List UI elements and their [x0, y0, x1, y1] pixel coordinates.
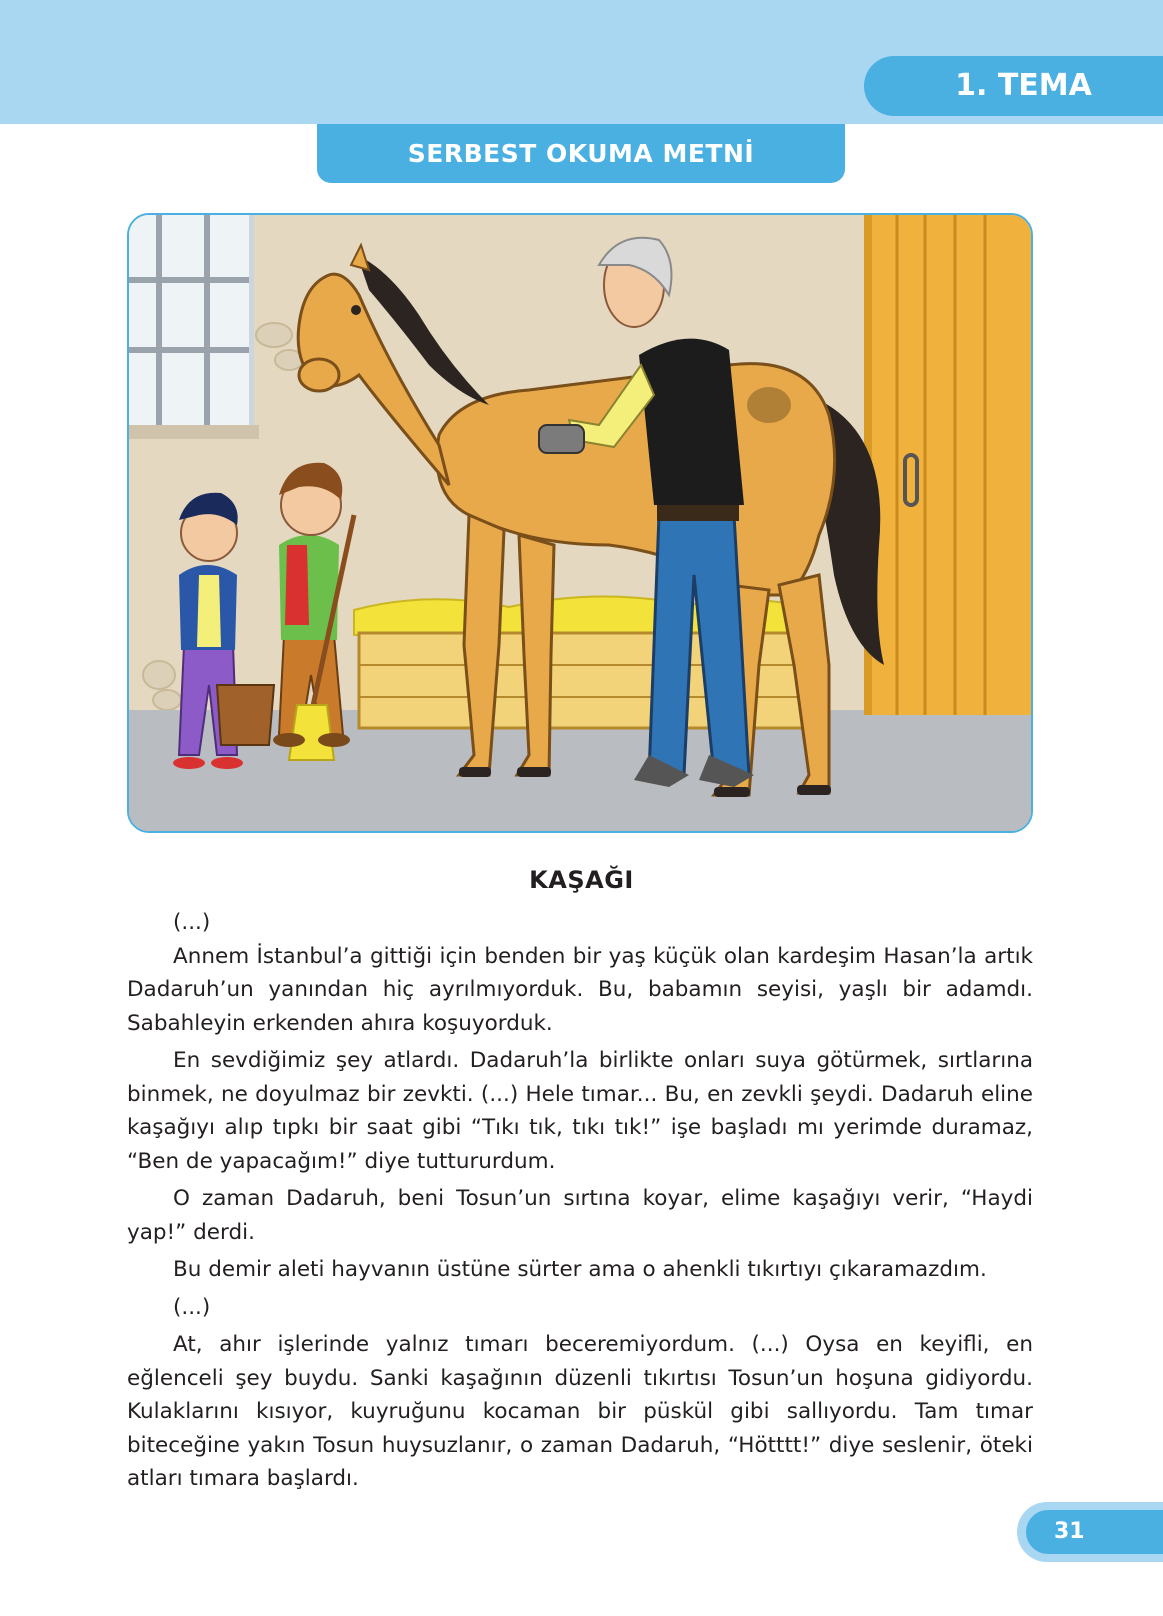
bucket-icon: [217, 685, 274, 745]
story-paragraph: En sevdiğimiz şey atlardı. Dadaruh’la birlikte onları suya götürmek, sırtlarına binmek, ne doyulmaz bir zevkti. (...) Hele tımar... Bu, en zevkli şeydi. Dadaruh eline kaşağıyı alıp tıpkı bir saat gibi “Tıkı tık, tıkı tık!” işe başladı mı yerimde duramaz, “Ben de yapacağım!” diye tuttururdum.: [127, 1048, 1033, 1174]
story-paragraph: Bu demir aleti hayvanın üstüne sürter ama o ahenkli tıkırtıyı çıkaramazdım.: [173, 1257, 987, 1282]
stable-door: [864, 215, 1031, 715]
story-paragraph: (...): [173, 910, 211, 935]
curry-comb-icon: [539, 425, 584, 453]
broom-icon: [289, 705, 334, 760]
story-paragraph: Annem İstanbul’a gittiği için benden bir yaş küçük olan kardeşim Hasan’la artık Dadaruh’un yanından hiç ayrılmıyorduk. Bu, babamın seyisi, yaşlı bir adamdı. Sabahleyin erkenden ahıra koşuyorduk.: [127, 943, 1033, 1036]
theme-label: 1. TEMA: [864, 56, 1163, 116]
stable-grooming-illustration: [129, 215, 1031, 831]
story-paragraph: O zaman Dadaruh, beni Tosun’un sırtına koyar, elime kaşağıyı verir, “Haydi yap!” derdi.: [127, 1186, 1033, 1245]
story-text: [127, 906, 1033, 1496]
story-paragraph: (...): [173, 1294, 211, 1320]
story-paragraph: At, ahır işlerinde yalnız tımarı beceremiyordum. (...) Oysa en keyifli, en eğlenceli şey buydu. Sanki kaşağının düzenli tıkırtısı Tosun’un hoşuna gidiyordu. Kulaklarını kısıyor, kuyruğunu kocaman bir püskül gibi sallıyordu. Tam tımar biteceğine yakın Tosun huysuzlanır, o zaman Dadaruh, “Hötttt!” diye seslenir, öteki atları tımara başlardı.: [127, 1332, 1033, 1491]
story-title: KAŞAĞI: [529, 866, 634, 894]
section-label: SERBEST OKUMA METNİ: [317, 124, 845, 183]
window-icon: [129, 215, 259, 439]
page-number: 31: [1026, 1510, 1163, 1554]
story-illustration: [127, 213, 1033, 833]
